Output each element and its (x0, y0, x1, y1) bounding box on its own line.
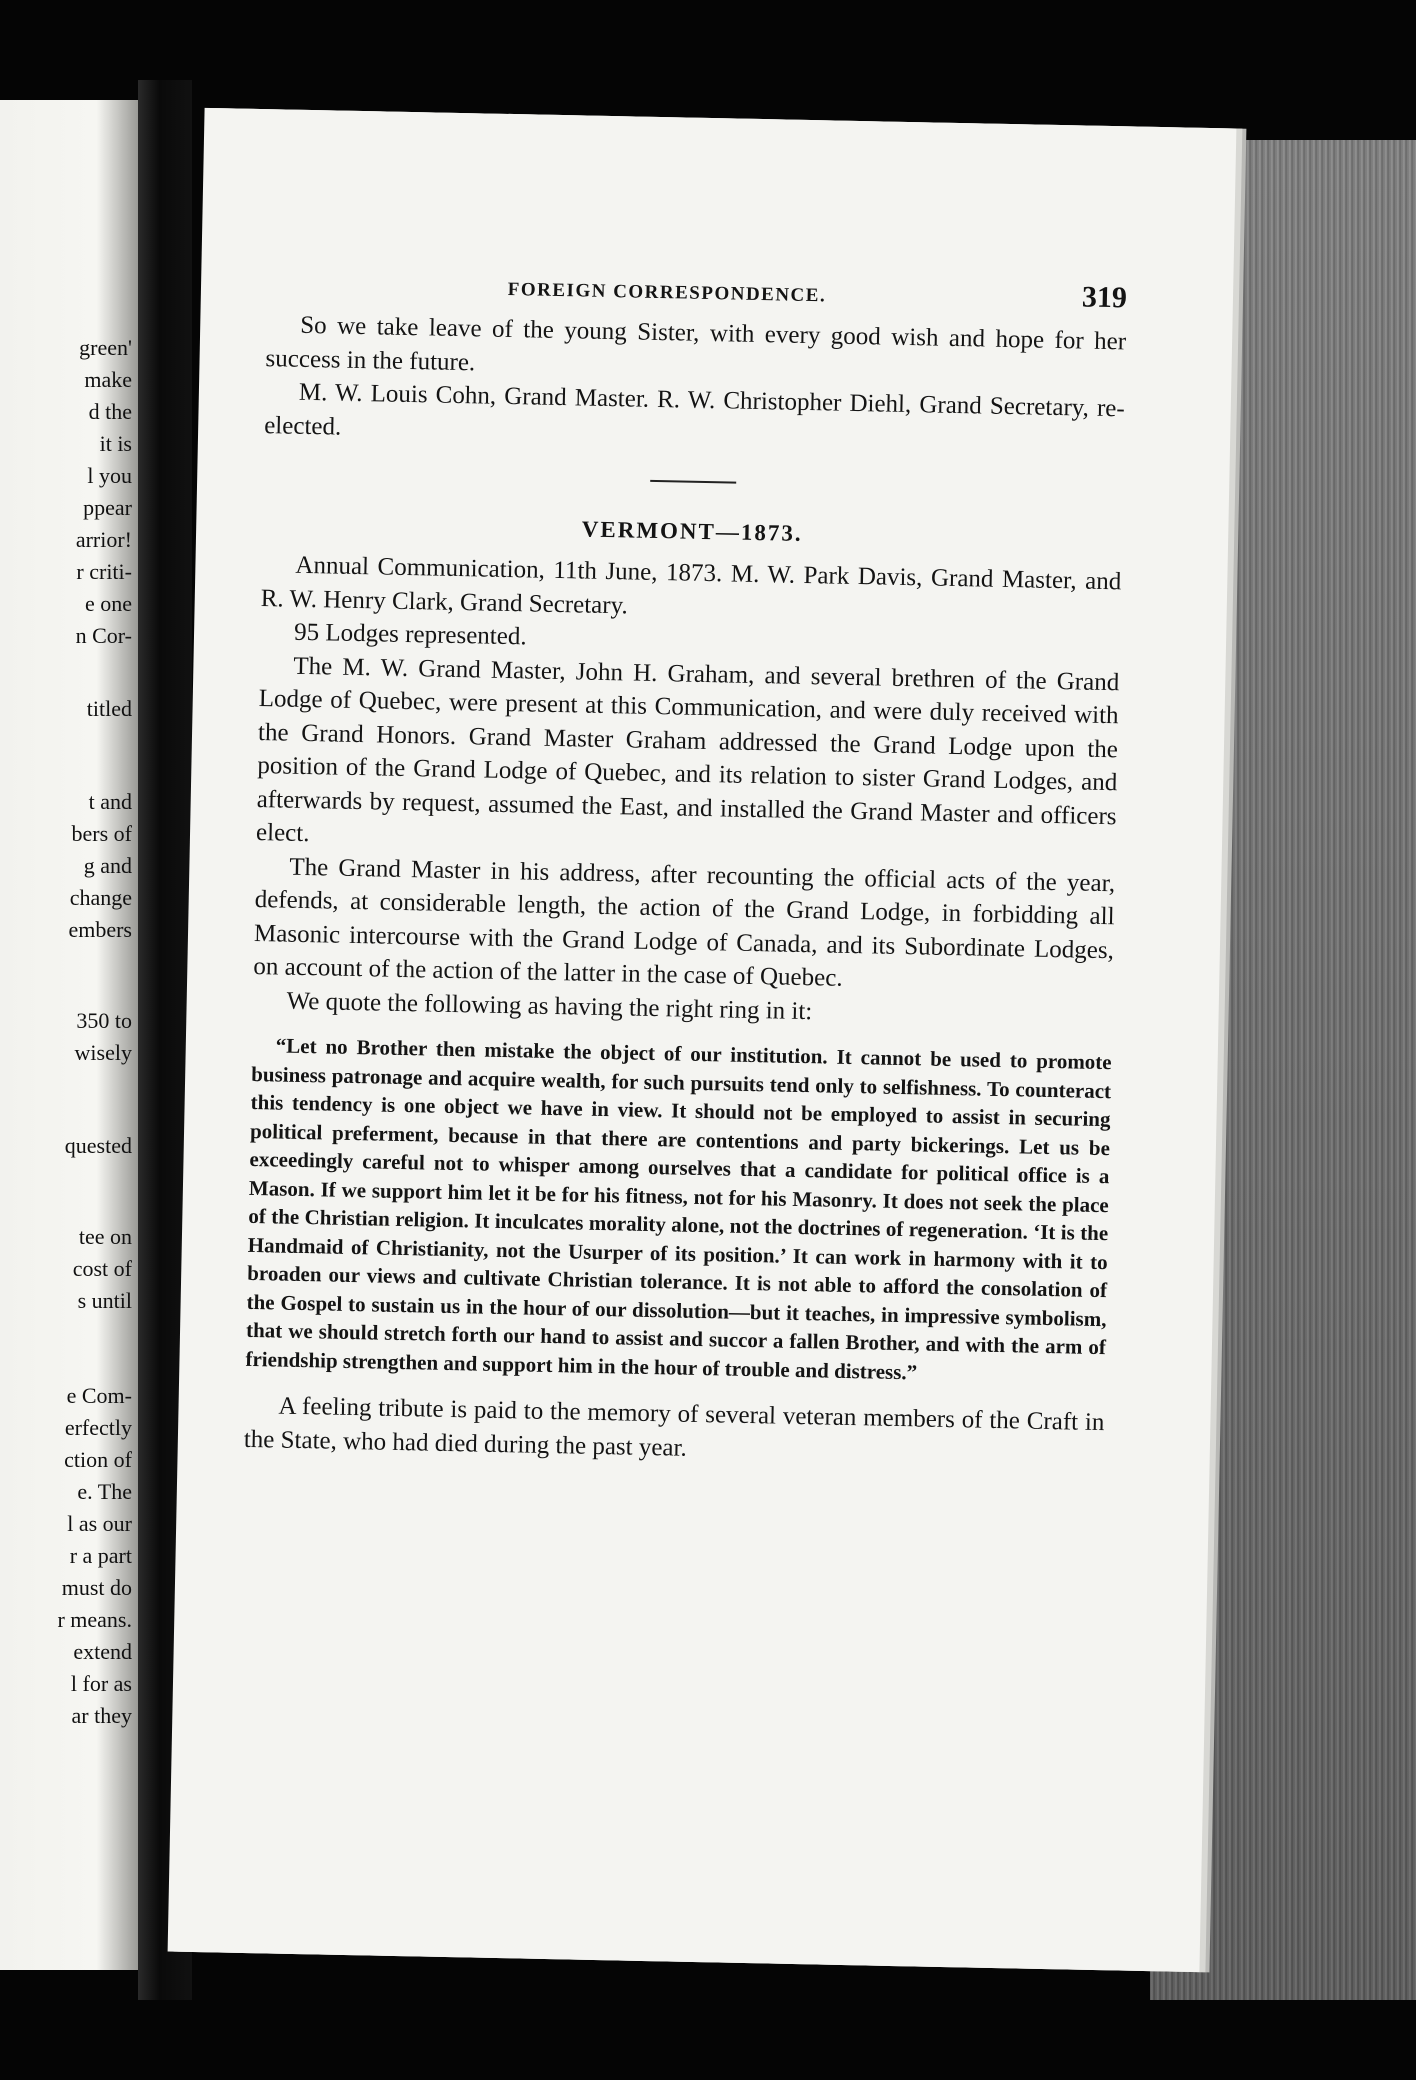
left-fragment: cost of (72, 1256, 132, 1281)
left-fragment: g and (83, 853, 132, 878)
left-fragment: e. The (77, 1479, 132, 1504)
left-fragment: s until (77, 1288, 132, 1313)
section-divider (650, 480, 736, 484)
left-fragment: embers (68, 917, 132, 942)
running-head: FOREIGN CORRESPONDENCE. (507, 278, 827, 307)
left-fragment: e one (84, 591, 132, 616)
left-fragment: ar they (71, 1703, 132, 1728)
paragraph: Annual Communication, 11th June, 1873. M. W. Park Davis, Grand Master, and R. W. Henry Clark, Grand Secretary. (260, 551, 1122, 619)
paragraph: M. W. Louis Cohn, Grand Master. R. W. Christopher Diehl, Grand Secretary, re-elected. (263, 378, 1126, 441)
left-fragment: bers of (71, 821, 132, 846)
left-fragment: r criti- (76, 559, 132, 584)
left-fragment: l for as (70, 1671, 132, 1696)
left-fragment: ction of (64, 1447, 132, 1472)
left-fragment: erfectly (64, 1415, 132, 1440)
left-fragment: e Com- (66, 1383, 132, 1408)
left-fragment: tee on (78, 1224, 132, 1249)
left-fragment: r means. (57, 1607, 132, 1632)
left-fragment: d the (88, 399, 132, 424)
left-fragment: r a part (69, 1543, 132, 1568)
page-number: 319 (1081, 280, 1128, 315)
left-fragment: wisely (74, 1040, 132, 1065)
left-fragment: 350 to (76, 1008, 132, 1033)
paragraph: So we take leave of the young Sister, with every good wish and hope for her success in the future. (265, 311, 1127, 376)
left-fragment: must do (61, 1575, 132, 1600)
paragraph: 95 Lodges represented. (293, 618, 527, 651)
paragraph: We quote the following as having the right ring in it: (286, 987, 813, 1025)
left-fragment: green' (79, 335, 132, 360)
left-fragment: extend (73, 1639, 132, 1664)
left-fragment: change (69, 885, 132, 910)
quote-text: “Let no Brother then mistake the object of our institution. It cannot be used to promote business patronage and acquire wealth, for such pursuits tend only to selfishness. To counteract this tendency is one object we have in view. It should not be employed to assist in securing political preferment, because in that there are contentions and party bickerings. Let us be exceedingly careful not to whisper among ourselves that a candidate for political office is a Mason. If we support him let it be for his fitness, not for his Masonry. It does not seek the place of the Christian religion. It inculcates morality alone, not the doctrines of regeneration. ‘It is the Handmaid of Christianity, not the Usurper of its position.’ It can work in harmony with it to broaden our views and cultivate Christian tolerance. It is not able to afford the consolation of the Gospel to sustain us in the hour of our dissolution—but it teaches, in impressive symbolism, that we should stretch forth our hand to assist and succor a fallen Brother, and with the arm of friendship strengthen and support him in the hour of trouble and distress.” (245, 1033, 1112, 1384)
paragraph: The Grand Master in his address, after recounting the official acts of the year, defends, at considerable length, the action of the Grand Lodge, in forbidding all Masonic intercourse with the Grand Lodge of Canada, and its Subordinate Lodges, on account of the action of the latter in the case of Quebec. (253, 853, 1116, 992)
left-fragment: l you (87, 463, 132, 488)
section-title: VERMONT—1873. (581, 516, 803, 546)
paragraph: The M. W. Grand Master, John H. Graham, and several brethren of the Grand Lodge of Quebec, were present at this Communication, and were duly received with the Grand Honors. Grand Master Graham addressed the Grand Lodge upon the position of the Grand Lodge of Quebec, and its relation to sister Grand Lodges, and afterwards by request, assumed the East, and installed the Grand Master and officers elect. (255, 652, 1120, 848)
left-fragment: arrior! (75, 527, 132, 552)
left-fragment: quested (64, 1133, 132, 1158)
left-fragment: make (84, 367, 132, 392)
block-quote (245, 1031, 1112, 1390)
left-page-edge (0, 100, 138, 1970)
left-fragment: n Cor- (75, 623, 132, 648)
left-fragment: titled (86, 696, 132, 721)
paragraph: A feeling tribute is paid to the memory of several veteran members of the Craft in the State, who had died during the past year. (243, 1392, 1105, 1462)
left-fragment: l as our (67, 1511, 132, 1536)
page-content (244, 264, 1128, 1473)
left-fragment: t and (88, 789, 132, 814)
left-fragment: ppear (83, 495, 132, 520)
book-page (168, 108, 1237, 1972)
left-fragment: it is (99, 431, 132, 456)
